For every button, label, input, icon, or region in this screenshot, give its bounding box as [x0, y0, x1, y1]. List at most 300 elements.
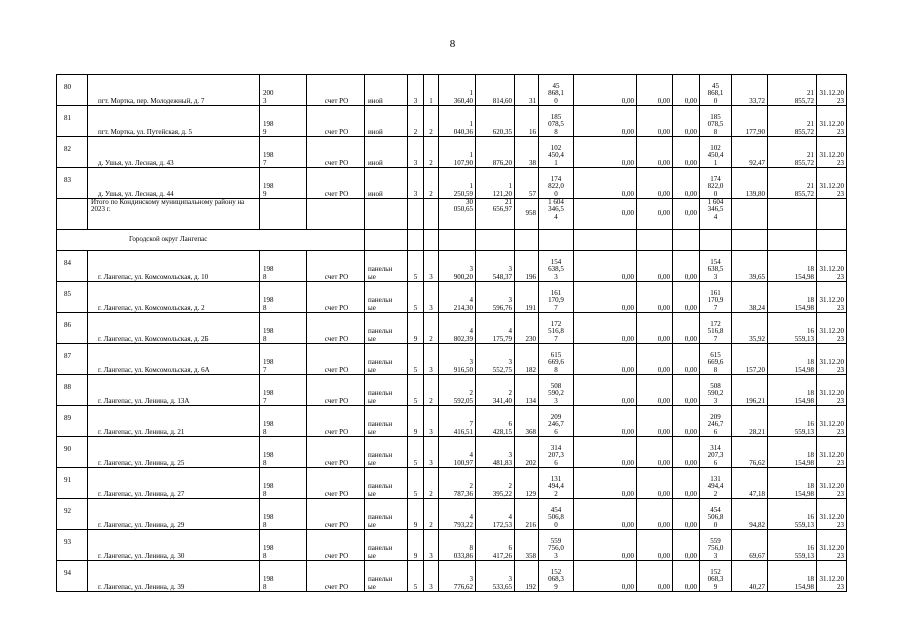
living-area-cell: 6 417,26	[476, 530, 515, 561]
table-row	[57, 406, 847, 437]
owners-funds-cell: 314 207,3 6	[700, 437, 732, 468]
total-area-cell: 2 787,36	[439, 468, 476, 499]
residents-cell: 191	[515, 282, 539, 313]
address-cell: г. Лангепас, ул. Ленина, д. 39	[88, 561, 260, 592]
wall-type-cell: панельн ые	[365, 313, 408, 344]
empty-cell	[637, 230, 673, 251]
cost-cell: 102 450,4 1	[539, 137, 574, 168]
address-cell: г. Лангепас, ул. Ленина, д. 25	[88, 437, 260, 468]
floors-cell: 5	[408, 344, 424, 375]
fund-method-cell: счет РО	[307, 313, 365, 344]
residents-cell: 216	[515, 499, 539, 530]
fund-method-cell: счет РО	[307, 137, 365, 168]
residents-cell: 182	[515, 344, 539, 375]
total-row	[57, 199, 847, 230]
year-cell: 198 8	[260, 530, 307, 561]
fund-source-2-cell: 0,00	[637, 313, 673, 344]
total-area-cell: 4 214,30	[439, 282, 476, 313]
owners-funds-cell: 161 170,9 7	[700, 282, 732, 313]
year-cell: 198 7	[260, 344, 307, 375]
floors-cell: 5	[408, 468, 424, 499]
residents-cell: 958	[515, 199, 539, 230]
owners-funds-cell: 454 506,8 0	[700, 499, 732, 530]
table-row	[57, 168, 847, 199]
table-row	[57, 437, 847, 468]
fund-source-1-cell: 0,00	[574, 313, 637, 344]
table-row	[57, 251, 847, 282]
fund-source-3-cell: 0,00	[673, 168, 700, 199]
fund-source-3-cell: 0,00	[673, 251, 700, 282]
fund-source-2-cell: 0,00	[637, 106, 673, 137]
wall-type-cell: иной	[365, 75, 408, 106]
fund-method-cell: счет РО	[307, 468, 365, 499]
residents-cell: 368	[515, 406, 539, 437]
group-label: Городской округ Лангепас	[57, 230, 365, 251]
residents-cell: 196	[515, 251, 539, 282]
year-cell: 198 9	[260, 168, 307, 199]
fund-source-3-cell: 0,00	[673, 75, 700, 106]
living-area-cell: 6 428,15	[476, 406, 515, 437]
floors-cell: 5	[408, 282, 424, 313]
fund-method-cell: счет РО	[307, 344, 365, 375]
floors-cell: 9	[408, 406, 424, 437]
row-number: 93	[57, 530, 88, 561]
fund-source-3-cell: 0,00	[673, 106, 700, 137]
fund-method-cell: счет РО	[307, 75, 365, 106]
table-row	[57, 468, 847, 499]
table-row	[57, 106, 847, 137]
unit-cost-cell: 139,80	[732, 168, 768, 199]
fund-source-2-cell: 0,00	[637, 75, 673, 106]
total-area-cell: 1 360,40	[439, 75, 476, 106]
row-number: 84	[57, 251, 88, 282]
row-number: 86	[57, 313, 88, 344]
fund-source-1-cell: 0,00	[574, 75, 637, 106]
fund-source-3-cell: 0,00	[673, 499, 700, 530]
wall-type-cell: панельн ые	[365, 499, 408, 530]
deadline-cell: 31.12.20 23	[817, 468, 847, 499]
limit-cost-cell: 21 855,72	[768, 137, 817, 168]
deadline-cell: 31.12.20 23	[817, 313, 847, 344]
deadline-cell: 31.12.20 23	[817, 251, 847, 282]
wall-type-cell: панельн ые	[365, 468, 408, 499]
row-number: 81	[57, 106, 88, 137]
wall-type-cell: панельн ые	[365, 530, 408, 561]
empty-cell	[732, 199, 768, 230]
row-number: 90	[57, 437, 88, 468]
residents-cell: 38	[515, 137, 539, 168]
deadline-cell: 31.12.20 23	[817, 75, 847, 106]
total-area-cell: 4 793,22	[439, 499, 476, 530]
owners-funds-cell: 131 494,4 2	[700, 468, 732, 499]
total-area-cell: 1 040,36	[439, 106, 476, 137]
residents-cell: 16	[515, 106, 539, 137]
floors-cell: 5	[408, 375, 424, 406]
entrances-cell: 2	[424, 499, 439, 530]
living-area-cell: 21 656,97	[476, 199, 515, 230]
limit-cost-cell: 16 559,13	[768, 406, 817, 437]
empty-cell	[768, 199, 817, 230]
living-area-cell: 3 533,65	[476, 561, 515, 592]
fund-source-2-cell: 0,00	[637, 530, 673, 561]
cost-cell: 185 078,5 8	[539, 106, 574, 137]
living-area-cell: 3 548,37	[476, 251, 515, 282]
entrances-cell: 2	[424, 106, 439, 137]
unit-cost-cell: 76,62	[732, 437, 768, 468]
cost-cell: 209 246,7 6	[539, 406, 574, 437]
total-area-cell: 7 416,51	[439, 406, 476, 437]
row-number: 94	[57, 561, 88, 592]
fund-source-3-cell: 0,00	[673, 530, 700, 561]
cost-cell: 1 604 346,5 4	[539, 199, 574, 230]
cost-cell: 615 669,6 8	[539, 344, 574, 375]
address-cell: г. Лангепас, ул. Ленина, д. 13А	[88, 375, 260, 406]
wall-type-cell: панельн ые	[365, 282, 408, 313]
limit-cost-cell: 16 559,13	[768, 530, 817, 561]
floors-cell: 9	[408, 530, 424, 561]
fund-source-3-cell: 0,00	[673, 437, 700, 468]
fund-source-2-cell: 0,00	[637, 199, 673, 230]
floors-cell: 5	[408, 561, 424, 592]
total-area-cell: 2 592,05	[439, 375, 476, 406]
cost-cell: 508 590,2 3	[539, 375, 574, 406]
fund-method-cell: счет РО	[307, 406, 365, 437]
table-row	[57, 530, 847, 561]
year-cell: 198 9	[260, 106, 307, 137]
fund-source-1-cell: 0,00	[574, 344, 637, 375]
empty-cell	[673, 230, 700, 251]
address-cell: г. Лангепас, ул. Ленина, д. 27	[88, 468, 260, 499]
deadline-cell: 31.12.20 23	[817, 106, 847, 137]
empty-cell	[365, 199, 408, 230]
table-row	[57, 282, 847, 313]
entrances-cell: 2	[424, 168, 439, 199]
owners-funds-cell: 174 822,0 0	[700, 168, 732, 199]
address-cell: пгт. Мортка, пер. Молодежный, д. 7	[88, 75, 260, 106]
fund-source-3-cell: 0,00	[673, 468, 700, 499]
fund-source-1-cell: 0,00	[574, 530, 637, 561]
owners-funds-cell: 185 078,5 8	[700, 106, 732, 137]
owners-funds-cell: 45 868,1 0	[700, 75, 732, 106]
floors-cell: 5	[408, 437, 424, 468]
wall-type-cell: панельн ые	[365, 375, 408, 406]
empty-cell	[732, 230, 768, 251]
owners-funds-cell: 102 450,4 1	[700, 137, 732, 168]
fund-source-1-cell: 0,00	[574, 406, 637, 437]
entrances-cell: 2	[424, 375, 439, 406]
deadline-cell: 31.12.20 23	[817, 499, 847, 530]
fund-method-cell: счет РО	[307, 530, 365, 561]
entrances-cell: 3	[424, 406, 439, 437]
address-cell: г. Лангепас, ул. Ленина, д. 30	[88, 530, 260, 561]
empty-cell	[574, 230, 637, 251]
address-cell: д. Ушья, ул. Лесная, д. 44	[88, 168, 260, 199]
deadline-cell: 31.12.20 23	[817, 406, 847, 437]
wall-type-cell: панельн ые	[365, 251, 408, 282]
residents-cell: 230	[515, 313, 539, 344]
empty-cell	[408, 230, 424, 251]
year-cell: 198 8	[260, 251, 307, 282]
deadline-cell: 31.12.20 23	[817, 375, 847, 406]
total-area-cell: 4 100,97	[439, 437, 476, 468]
owners-funds-cell: 172 516,8 7	[700, 313, 732, 344]
table-row	[57, 344, 847, 375]
row-number: 80	[57, 75, 88, 106]
empty-cell	[57, 199, 88, 230]
row-number: 85	[57, 282, 88, 313]
deadline-cell: 31.12.20 23	[817, 344, 847, 375]
address-cell: г. Лангепас, ул. Комсомольская, д. 10	[88, 251, 260, 282]
fund-source-1-cell: 0,00	[574, 199, 637, 230]
table-row	[57, 313, 847, 344]
limit-cost-cell: 21 855,72	[768, 75, 817, 106]
year-cell: 198 7	[260, 375, 307, 406]
wall-type-cell: иной	[365, 168, 408, 199]
address-cell: г. Лангепас, ул. Ленина, д. 21	[88, 406, 260, 437]
total-area-cell: 1 250,59	[439, 168, 476, 199]
page-number: 8	[449, 38, 456, 50]
entrances-cell: 2	[424, 468, 439, 499]
total-area-cell: 3 900,20	[439, 251, 476, 282]
fund-source-2-cell: 0,00	[637, 406, 673, 437]
fund-source-3-cell: 0,00	[673, 313, 700, 344]
total-label: Итого по Кондинскому муниципальному району на 2023 г.	[88, 199, 260, 230]
fund-method-cell: счет РО	[307, 375, 365, 406]
group-header-row	[57, 230, 847, 251]
table-row	[57, 375, 847, 406]
row-number: 88	[57, 375, 88, 406]
empty-cell	[307, 199, 365, 230]
row-number: 82	[57, 137, 88, 168]
deadline-cell: 31.12.20 23	[817, 137, 847, 168]
fund-source-2-cell: 0,00	[637, 499, 673, 530]
table-row	[57, 499, 847, 530]
unit-cost-cell: 38,24	[732, 282, 768, 313]
address-cell: г. Лангепас, ул. Комсомольская, д. 2Б	[88, 313, 260, 344]
unit-cost-cell: 39,65	[732, 251, 768, 282]
residents-cell: 31	[515, 75, 539, 106]
limit-cost-cell: 18 154,98	[768, 251, 817, 282]
fund-method-cell: счет РО	[307, 106, 365, 137]
total-area-cell: 3 776,62	[439, 561, 476, 592]
unit-cost-cell: 35,92	[732, 313, 768, 344]
living-area-cell: 814,60	[476, 75, 515, 106]
unit-cost-cell: 94,82	[732, 499, 768, 530]
unit-cost-cell: 28,21	[732, 406, 768, 437]
entrances-cell: 3	[424, 530, 439, 561]
year-cell: 198 8	[260, 282, 307, 313]
fund-source-2-cell: 0,00	[637, 344, 673, 375]
housing-table	[56, 74, 847, 592]
total-area-cell: 1 107,90	[439, 137, 476, 168]
floors-cell: 3	[408, 168, 424, 199]
deadline-cell: 31.12.20 23	[817, 168, 847, 199]
limit-cost-cell: 18 154,98	[768, 468, 817, 499]
entrances-cell: 3	[424, 251, 439, 282]
fund-source-2-cell: 0,00	[637, 375, 673, 406]
address-cell: пгт. Мортка, ул. Путейская, д. 5	[88, 106, 260, 137]
living-area-cell: 1 121,20	[476, 168, 515, 199]
table-row	[57, 561, 847, 592]
cost-cell: 174 822,0 0	[539, 168, 574, 199]
cost-cell: 172 516,8 7	[539, 313, 574, 344]
row-number: 89	[57, 406, 88, 437]
owners-funds-cell: 1 604 346,5 4	[700, 199, 732, 230]
empty-cell	[539, 230, 574, 251]
fund-source-3-cell: 0,00	[673, 199, 700, 230]
year-cell: 198 8	[260, 561, 307, 592]
entrances-cell: 3	[424, 282, 439, 313]
fund-source-3-cell: 0,00	[673, 137, 700, 168]
empty-cell	[439, 230, 476, 251]
owners-funds-cell: 508 590,2 3	[700, 375, 732, 406]
wall-type-cell: панельн ые	[365, 561, 408, 592]
limit-cost-cell: 21 855,72	[768, 168, 817, 199]
living-area-cell: 4 175,79	[476, 313, 515, 344]
wall-type-cell: панельн ые	[365, 437, 408, 468]
entrances-cell: 2	[424, 137, 439, 168]
total-area-cell: 8 033,86	[439, 530, 476, 561]
fund-source-1-cell: 0,00	[574, 561, 637, 592]
limit-cost-cell: 18 154,98	[768, 437, 817, 468]
cost-cell: 454 506,8 0	[539, 499, 574, 530]
unit-cost-cell: 33,72	[732, 75, 768, 106]
row-number: 92	[57, 499, 88, 530]
empty-cell	[424, 199, 439, 230]
fund-source-1-cell: 0,00	[574, 168, 637, 199]
unit-cost-cell: 157,20	[732, 344, 768, 375]
fund-source-3-cell: 0,00	[673, 375, 700, 406]
entrances-cell: 1	[424, 75, 439, 106]
residents-cell: 358	[515, 530, 539, 561]
cost-cell: 559 756,0 3	[539, 530, 574, 561]
owners-funds-cell: 154 638,5 3	[700, 251, 732, 282]
unit-cost-cell: 196,21	[732, 375, 768, 406]
fund-source-1-cell: 0,00	[574, 282, 637, 313]
fund-method-cell: счет РО	[307, 282, 365, 313]
year-cell: 198 8	[260, 437, 307, 468]
floors-cell: 3	[408, 75, 424, 106]
limit-cost-cell: 18 154,98	[768, 561, 817, 592]
table-row	[57, 137, 847, 168]
fund-source-3-cell: 0,00	[673, 344, 700, 375]
unit-cost-cell: 40,27	[732, 561, 768, 592]
year-cell: 198 8	[260, 468, 307, 499]
total-area-cell: 30 050,65	[439, 199, 476, 230]
table-row	[57, 75, 847, 106]
fund-method-cell: счет РО	[307, 499, 365, 530]
fund-source-1-cell: 0,00	[574, 437, 637, 468]
wall-type-cell: панельн ые	[365, 344, 408, 375]
residents-cell: 202	[515, 437, 539, 468]
row-number: 87	[57, 344, 88, 375]
entrances-cell: 3	[424, 561, 439, 592]
living-area-cell: 3 552,75	[476, 344, 515, 375]
fund-source-1-cell: 0,00	[574, 251, 637, 282]
empty-cell	[408, 199, 424, 230]
empty-cell	[515, 230, 539, 251]
year-cell: 200 3	[260, 75, 307, 106]
limit-cost-cell: 21 855,72	[768, 106, 817, 137]
unit-cost-cell: 92,47	[732, 137, 768, 168]
fund-source-2-cell: 0,00	[637, 168, 673, 199]
wall-type-cell: панельн ые	[365, 406, 408, 437]
address-cell: д. Ушья, ул. Лесная, д. 43	[88, 137, 260, 168]
deadline-cell: 31.12.20 23	[817, 437, 847, 468]
unit-cost-cell: 69,67	[732, 530, 768, 561]
limit-cost-cell: 18 154,98	[768, 375, 817, 406]
floors-cell: 2	[408, 106, 424, 137]
fund-source-2-cell: 0,00	[637, 561, 673, 592]
address-cell: г. Лангепас, ул. Комсомольская, д. 6А	[88, 344, 260, 375]
living-area-cell: 876,20	[476, 137, 515, 168]
limit-cost-cell: 16 559,13	[768, 499, 817, 530]
floors-cell: 9	[408, 499, 424, 530]
residents-cell: 134	[515, 375, 539, 406]
living-area-cell: 3 481,83	[476, 437, 515, 468]
owners-funds-cell: 152 068,3 9	[700, 561, 732, 592]
entrances-cell: 3	[424, 344, 439, 375]
empty-cell	[365, 230, 408, 251]
fund-method-cell: счет РО	[307, 437, 365, 468]
unit-cost-cell: 47,18	[732, 468, 768, 499]
deadline-cell: 31.12.20 23	[817, 561, 847, 592]
living-area-cell: 2 341,40	[476, 375, 515, 406]
empty-cell	[260, 199, 307, 230]
year-cell: 198 8	[260, 313, 307, 344]
fund-source-1-cell: 0,00	[574, 137, 637, 168]
cost-cell: 314 207,3 6	[539, 437, 574, 468]
deadline-cell: 31.12.20 23	[817, 282, 847, 313]
limit-cost-cell: 18 154,98	[768, 344, 817, 375]
fund-source-1-cell: 0,00	[574, 499, 637, 530]
empty-cell	[817, 199, 847, 230]
fund-source-2-cell: 0,00	[637, 137, 673, 168]
fund-source-2-cell: 0,00	[637, 468, 673, 499]
deadline-cell: 31.12.20 23	[817, 530, 847, 561]
residents-cell: 129	[515, 468, 539, 499]
floors-cell: 5	[408, 251, 424, 282]
fund-source-2-cell: 0,00	[637, 282, 673, 313]
owners-funds-cell: 209 246,7 6	[700, 406, 732, 437]
wall-type-cell: иной	[365, 106, 408, 137]
living-area-cell: 2 395,22	[476, 468, 515, 499]
fund-source-3-cell: 0,00	[673, 561, 700, 592]
empty-cell	[817, 230, 847, 251]
entrances-cell: 2	[424, 313, 439, 344]
limit-cost-cell: 16 559,13	[768, 313, 817, 344]
empty-cell	[476, 230, 515, 251]
fund-source-1-cell: 0,00	[574, 106, 637, 137]
owners-funds-cell: 615 669,6 8	[700, 344, 732, 375]
year-cell: 198 7	[260, 137, 307, 168]
fund-source-2-cell: 0,00	[637, 251, 673, 282]
cost-cell: 45 868,1 0	[539, 75, 574, 106]
entrances-cell: 3	[424, 437, 439, 468]
cost-cell: 161 170,9 7	[539, 282, 574, 313]
fund-method-cell: счет РО	[307, 561, 365, 592]
living-area-cell: 3 596,76	[476, 282, 515, 313]
unit-cost-cell: 177,90	[732, 106, 768, 137]
row-number: 91	[57, 468, 88, 499]
empty-cell	[700, 230, 732, 251]
limit-cost-cell: 18 154,98	[768, 282, 817, 313]
cost-cell: 131 494,4 2	[539, 468, 574, 499]
total-area-cell: 3 916,50	[439, 344, 476, 375]
address-cell: г. Лангепас, ул. Ленина, д. 29	[88, 499, 260, 530]
floors-cell: 3	[408, 137, 424, 168]
empty-cell	[424, 230, 439, 251]
